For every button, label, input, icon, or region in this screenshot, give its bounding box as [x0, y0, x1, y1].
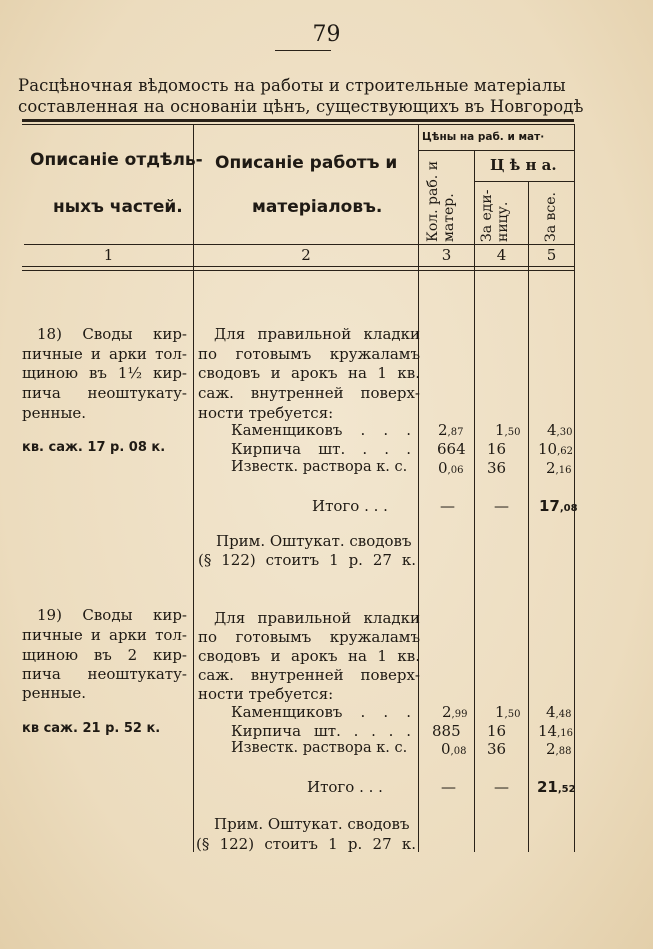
entry-title-line: ренные.	[22, 684, 87, 702]
desc-line: саж. внутренней поверх-	[198, 666, 420, 684]
entry-title-line: щиною въ 1½ кир-	[22, 364, 187, 382]
col2-header-line1: Описаніе работъ и	[215, 153, 398, 173]
table-top-rule-thin	[22, 124, 574, 125]
colnum-rule-2	[22, 270, 574, 271]
item-name: Кирпича шт. . . . .	[231, 722, 411, 740]
entry-title-line: щиною въ 2 кир-	[22, 646, 187, 664]
total-qty: —	[441, 778, 456, 796]
total-unit: —	[494, 497, 509, 515]
total-qty: —	[440, 497, 455, 515]
item-qty: 0,08	[441, 740, 467, 758]
note-line: Прим. Оштукат. сводовъ	[216, 532, 412, 550]
item-name: Известк. раствора к. с.	[231, 740, 408, 756]
col-number-3: 3	[441, 246, 452, 264]
total-value: 21,52	[537, 778, 576, 796]
item-total: 14,16	[538, 722, 573, 740]
item-total: 4,48	[546, 703, 572, 721]
entry-title-line: ренные.	[22, 404, 87, 422]
note-line: Прим. Оштукат. сводовъ	[214, 815, 410, 833]
col-number-4: 4	[496, 246, 507, 264]
table-top-rule	[22, 119, 574, 122]
header-bottom-rule	[24, 244, 574, 245]
item-unit-price: 36	[487, 740, 507, 758]
desc-line: сводовъ и арокъ на 1 кв.	[198, 647, 420, 665]
page-number: 79	[312, 22, 341, 47]
desc-line: сводовъ и арокъ на 1 кв.	[198, 364, 420, 382]
desc-line: Для правильной кладки	[214, 609, 420, 627]
entry-title-line: пича неоштукату-	[22, 665, 187, 683]
item-unit-price: 1,50	[495, 703, 521, 721]
desc-line: ности требуется:	[198, 685, 334, 703]
col-number-1: 1	[103, 246, 114, 264]
col1-header-line1: Описаніе отдѣль-	[30, 150, 203, 170]
item-qty: 2,87	[438, 421, 464, 439]
group-header-rule	[418, 150, 574, 151]
item-total: 10,62	[538, 440, 573, 458]
entry-price: кв. саж. 17 р. 08 к.	[22, 440, 166, 455]
col-number-2: 2	[301, 246, 311, 264]
item-qty: 885	[432, 722, 461, 740]
item-total: 2,88	[546, 740, 572, 758]
col5-header: За все.	[543, 192, 559, 242]
column-divider-1	[193, 124, 194, 852]
table-right-border	[574, 124, 575, 852]
note-line: (§ 122) стоитъ 1 р. 27 к.	[196, 835, 416, 853]
note-line: (§ 122) стоитъ 1 р. 27 к.	[198, 551, 416, 569]
prices-group-header: Цѣны на раб. и мат·	[422, 131, 545, 143]
entry-price: кв саж. 21 р. 52 к.	[22, 721, 161, 736]
col2-header-line2: матеріаловъ.	[252, 197, 383, 217]
item-qty: 0,06	[438, 459, 464, 477]
col4-header: За еди- ницу.	[479, 189, 511, 242]
item-qty: 2,99	[442, 703, 468, 721]
total-label: Итого . . .	[307, 778, 383, 796]
item-name: Каменщиковъ . . .	[231, 421, 411, 439]
header-line-1: Расцѣночная вѣдомость на работы и строительные матеріалы	[18, 76, 566, 95]
desc-line: Для правильной кладки	[214, 325, 420, 343]
entry-title-line: 19) Своды кир-	[37, 606, 187, 624]
col-number-5: 5	[546, 246, 557, 264]
item-unit-price: 1,50	[495, 421, 521, 439]
item-total: 4,30	[547, 421, 573, 439]
item-unit-price: 36	[487, 459, 507, 477]
total-value: 17,08	[539, 497, 578, 515]
item-total: 2,16	[546, 459, 572, 477]
entry-title-line: пича неоштукату-	[22, 384, 187, 402]
total-unit: —	[494, 778, 509, 796]
desc-line: саж. внутренней поверх-	[198, 384, 420, 402]
desc-line: ности требуется:	[198, 404, 334, 422]
column-divider-4	[528, 181, 529, 852]
price-subheader: Ц ѣ н а.	[490, 156, 557, 174]
item-name: Каменщиковъ . . .	[231, 703, 411, 721]
total-label: Итого . . .	[312, 497, 388, 515]
entry-title-line: пичные и арки тол-	[22, 626, 187, 644]
col3-header: Кол. раб. и матер.	[425, 160, 457, 242]
desc-line: по готовымъ кружаламъ	[198, 628, 420, 646]
entry-title-line: 18) Своды кир-	[37, 325, 187, 343]
desc-line: по готовымъ кружаламъ	[198, 345, 420, 363]
colnum-rule-1	[22, 266, 574, 267]
item-name: Кирпича шт. . . .	[231, 440, 411, 458]
entry-title-line: пичные и арки тол-	[22, 345, 187, 363]
item-unit-price: 16	[487, 722, 507, 740]
col1-header-line2: ныхъ частей.	[53, 197, 183, 217]
page-number-underline	[275, 50, 331, 51]
header-line-2: составленная на основаніи цѣнъ, существующихъ въ Новгородѣ	[18, 97, 584, 116]
item-qty: 664	[437, 440, 466, 458]
price-header-rule	[474, 181, 574, 182]
item-name: Известк. раствора к. с.	[231, 459, 408, 475]
item-unit-price: 16	[487, 440, 507, 458]
